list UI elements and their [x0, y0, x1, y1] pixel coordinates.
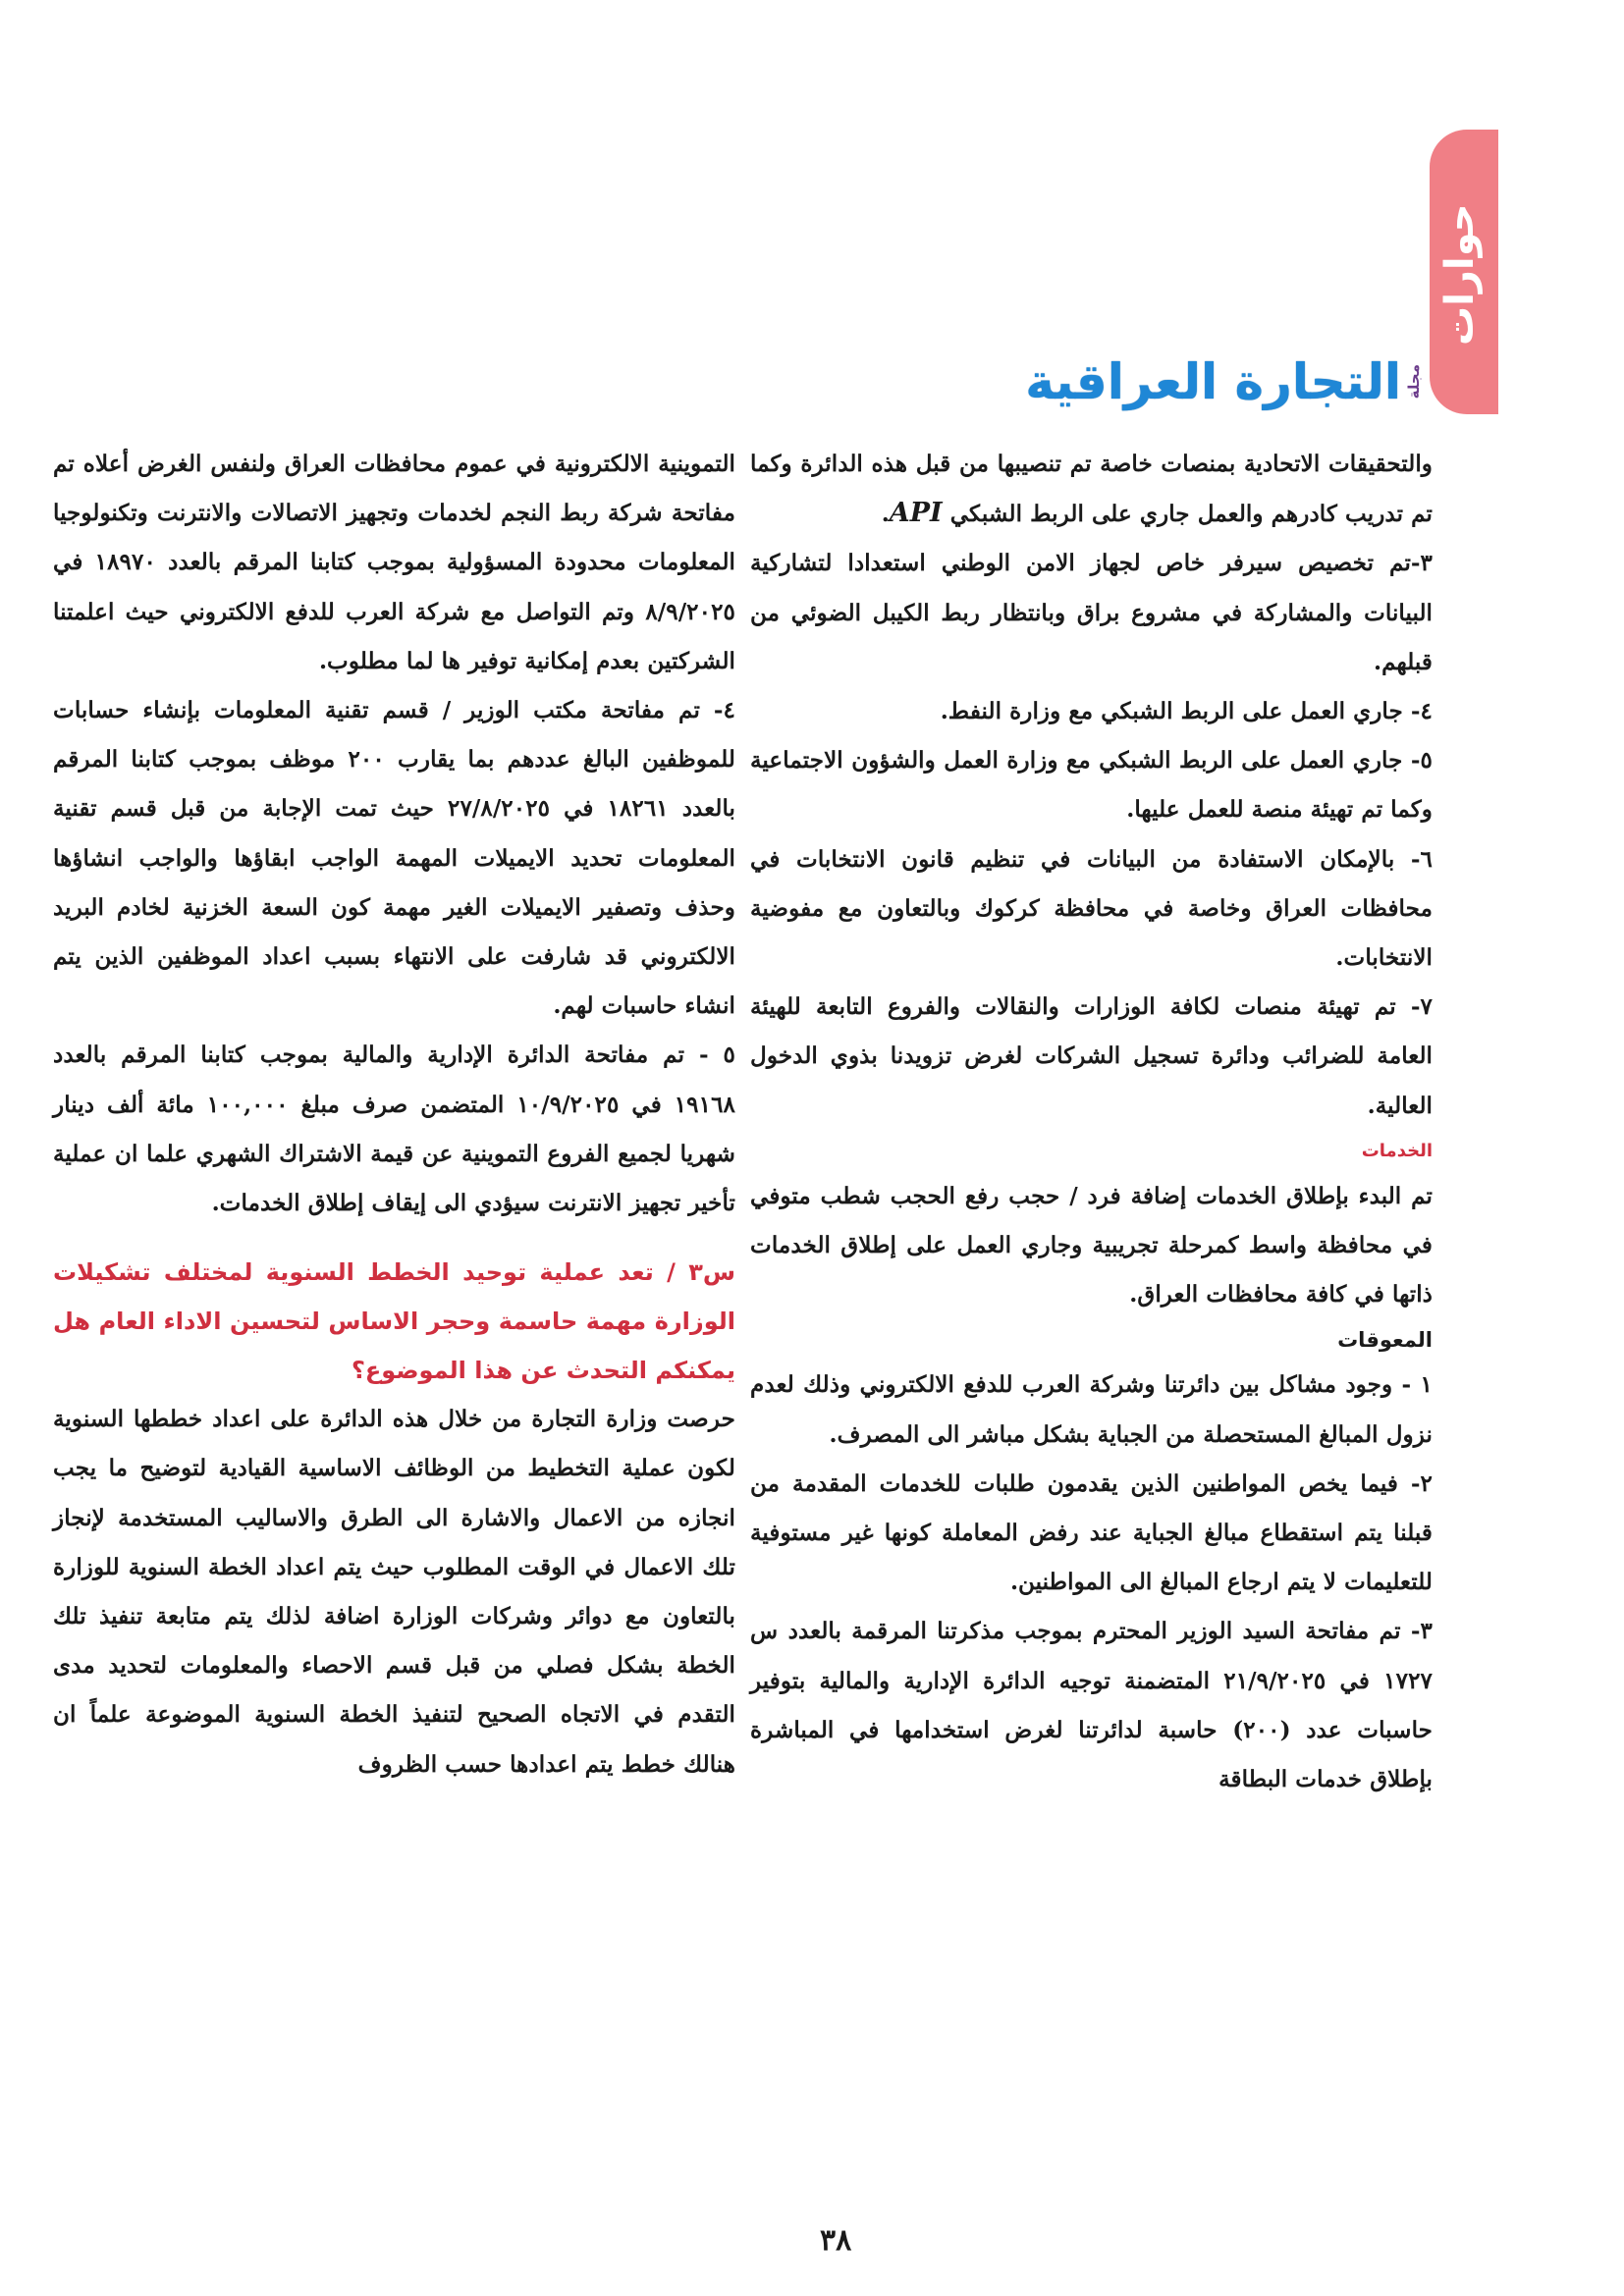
right-column	[750, 440, 1433, 1804]
paragraph: ٥- جاري العمل على الربط الشبكي مع وزارة العمل والشؤون الاجتماعية وكما تم تهيئة منصة للعمل عليها.	[750, 747, 1433, 824]
paragraph: ٣-تم تخصيص سيرفر خاص لجهاز الامن الوطني استعدادا لتشاركية البيانات والمشاركة في مشروع براق وبانتظار ربط الكيبل الضوئي من قبلهم.	[750, 550, 1433, 675]
paragraph: ٤- جاري العمل على الربط الشبكي مع وزارة النفط.	[940, 698, 1433, 725]
api-label: API	[889, 498, 943, 529]
interview-question: س٣ / تعد عملية توحيد الخطط السنوية لمختلف تشكيلات الوزارة مهمة حاسمة وحجر الاساس لتحسين الاداء العام هل يمكنكم التحدث عن هذا الموضوع؟	[53, 1258, 735, 1385]
paragraph: حرصت وزارة التجارة من خلال هذه الدائرة على اعداد خططها السنوية لكون عملية التخطيط من الوظائف الاساسية القيادية لتوضيح ما يجب انجازه من الاعمال والاشارة الى الطرق والاساليب المستخدمة لإنجاز تلك الاعمال في الوقت المطلوب حيث يتم اعداد الخطة السنوية للوزارة بالتعاون مع دوائر وشركات الوزارة اضافة لذلك يتم متابعة تنفيذ تلك الخطة بشكل فصلي من قبل قسم الاحصاء والمعلومات لتحديد مدى التقدم في الاتجاه الصحيح لتنفيذ الخطة السنوية الموضوعة علماً ان هنالك خطط يتم اعدادها حسب الظروف	[53, 1406, 735, 1778]
obstacles-heading: المعوقات	[1337, 1328, 1433, 1353]
paragraph: ٣- تم مفاتحة السيد الوزير المحترم بموجب مذكرتنا المرقمة بالعدد س ١٧٢٧ في ٢١/٩/٢٠٢٥ المتضمنة توجيه الدائرة الإدارية والمالية بتوفير حاسبات عدد (٢٠٠) حاسبة لدائرتنا لغرض استخدامها في المباشرة بإطلاق خدمات البطاقة	[750, 1618, 1433, 1793]
paragraph: ٤- تم مفاتحة مكتب الوزير / قسم تقنية المعلومات بإنشاء حسابات للموظفين البالغ عددهم بما يقارب ٢٠٠ موظف بموجب كتابنا المرقم بالعدد ١٨٢٦١ في ٢٧/٨/٢٠٢٥ حيث تمت الإجابة من قبل قسم تقنية المعلومات تحديد الايميلات المهمة الواجب ابقاؤها والواجب انشاؤها وحذف وتصفير الايميلات الغير مهمة كون السعة الخزنية لخادم البريد الالكتروني قد شارفت على الانتهاء بسبب اعداد الموظفين الذين يتم انشاء حاسبات لهم.	[53, 697, 736, 1020]
paragraph: ٧- تم تهيئة منصات لكافة الوزارات والنقالات والفروع التابعة للهيئة العامة للضرائب ودائرة تسجيل الشركات لغرض تزويدنا بذوي الدخول العالية.	[750, 993, 1433, 1119]
logo-main-text: التجارة العراقية	[1025, 353, 1401, 410]
magazine-logo	[1025, 346, 1423, 418]
paragraph: ٦- بالإمكان الاستفادة من البيانات في تنظيم قانون الانتخابات في محافظات العراق وخاصة في محافظة كركوك وبالتعاون مع مفوضية الانتخابات.	[750, 845, 1433, 972]
paragraph: التموينية الالكترونية في عموم محافظات العراق ولنفس الغرض أعلاه تم مفاتحة شركة ربط النجم لخدمات وتجهيز الاتصالات والانترنت وتكنولوجيا المعلومات محدودة المسؤولية بموجب كتابنا المرقم بالعدد ١٨٩٧٠ في ٨/٩/٢٠٢٥ وتم التواصل مع شركة العرب للدفع الالكتروني حيث اعلمتنا الشركتين بعدم إمكانية توفير ها لما مطلوب.	[53, 451, 735, 674]
logo-small-text: مجلة	[1405, 364, 1423, 400]
page-number: ٣٨	[820, 2223, 852, 2258]
paragraph: ٥ - تم مفاتحة الدائرة الإدارية والمالية بموجب كتابنا المرقم بالعدد ١٩١٦٨ في ١٠/٩/٢٠٢٥ المتضمن صرف مبلغ ١٠٠,٠٠٠ مائة ألف دينار شهريا لجميع الفروع التموينية عن قيمة الاشتراك الشهري علما ان عملية تأخير تجهيز الانترنت سيؤدي الى إيقاف إطلاق الخدمات.	[53, 1041, 735, 1217]
paragraph: ١ - وجود مشاكل بين دائرتنا وشركة العرب للدفع الالكتروني وذلك لعدم نزول المبالغ المستحصلة من الجباية بشكل مباشر الى المصرف.	[750, 1371, 1433, 1448]
paragraph: والتحقيقات الاتحادية بمنصات خاصة تم تنصيبها من قبل هذه الدائرة وكما تم تدريب كادرهم والعمل جاري على الربط الشبكي API.	[750, 451, 1433, 529]
paragraph-text: والتحقيقات الاتحادية بمنصات خاصة تم تنصيبها من قبل هذه الدائرة وكما تم تدريب كادرهم والعمل جاري على الربط الشبكي	[750, 451, 1433, 528]
services-heading: الخدمات	[1361, 1140, 1433, 1161]
paragraph: ٢- فيما يخص المواطنين الذين يقدمون طلبات للخدمات المقدمة من قبلنا يتم استقطاع مبالغ الجباية عند رفض المعاملة كونها غير مستوفية للتعليمات لا يتم ارجاع المبالغ الى المواطنين.	[750, 1469, 1433, 1596]
left-column	[53, 440, 735, 1789]
section-tab-label: حوارات	[1437, 203, 1483, 347]
paragraph: تم البدء بإطلاق الخدمات إضافة فرد / حجب رفع الحجب شطب متوفي في محافظة واسط كمرحلة تجريبية وجاري العمل على إطلاق الخدمات ذاتها في كافة محافظات العراق.	[750, 1182, 1433, 1308]
